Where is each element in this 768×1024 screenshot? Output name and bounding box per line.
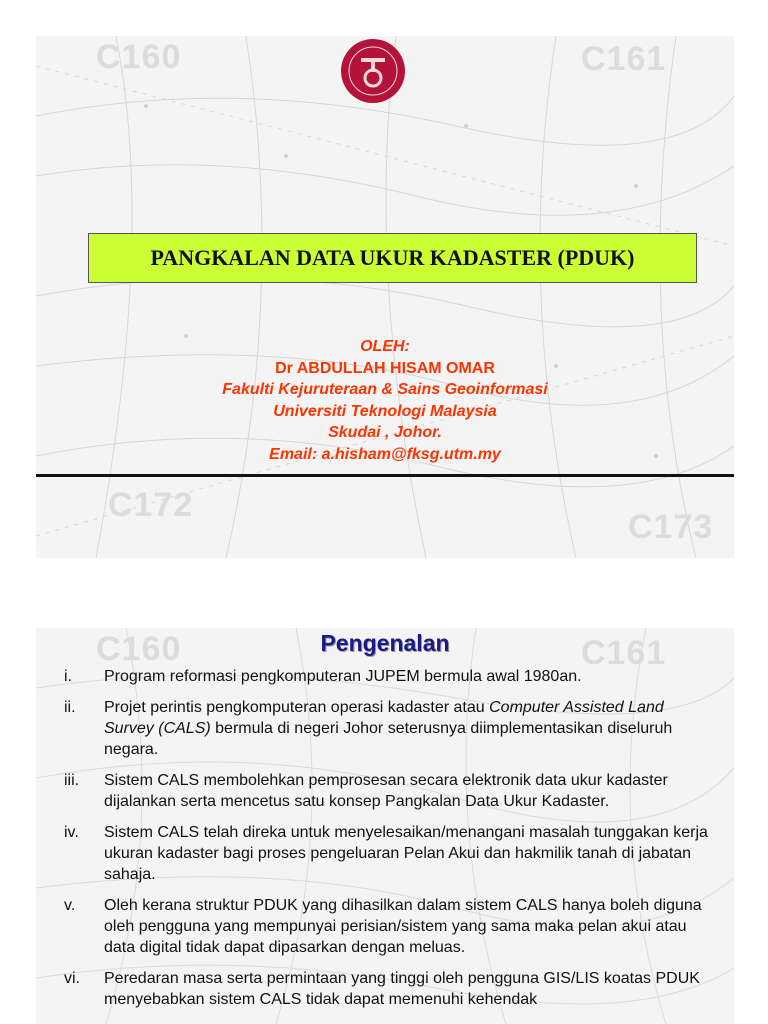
list-item	[36, 822, 734, 885]
slide-title: PANGKALAN DATA UKUR KADASTER (PDUK)	[150, 245, 635, 270]
cadastral-map-background	[36, 36, 734, 558]
list-item	[36, 697, 734, 760]
list-number: v.	[64, 897, 76, 914]
author-name: Dr ABDULLAH HISAM OMAR	[275, 359, 495, 377]
author-block	[36, 336, 734, 465]
list-item	[36, 968, 734, 1010]
list-number: ii.	[64, 699, 76, 716]
bullet-list	[36, 666, 734, 1020]
list-text: Oleh kerana struktur PDUK yang dihasilkan dalam sistem CALS hanya boleh diguna oleh pengguna yang mempunyai perisian/sistem yang sama maka pelan akui atau data digital tidak dapat dipasarkan dengan meluas.	[104, 897, 702, 956]
content-slide	[36, 628, 734, 1024]
grid-label: C160	[96, 38, 182, 76]
list-text: Program reformasi pengkomputeran JUPEM bermula awal 1980an.	[104, 668, 582, 685]
list-text: Peredaran masa serta permintaan yang tinggi oleh pengguna GIS/LIS koatas PDUK menyebabkan sistem CALS tidak dapat memenuhi kehendak	[104, 970, 700, 1008]
grid-label: C172	[108, 486, 194, 524]
list-text: Sistem CALS telah direka untuk menyelesaikan/menangani masalah tunggakan kerja ukuran kadaster bagi proses pengeluaran Pelan Akui dan hakmilik tanah di jabatan sahaja.	[104, 824, 708, 883]
list-number: vi.	[64, 970, 80, 987]
title-box	[88, 233, 697, 283]
list-number: iii.	[64, 772, 80, 789]
grid-label: C160	[96, 630, 182, 668]
author-city: Skudai , Johor.	[328, 424, 442, 441]
grid-label: C161	[581, 634, 667, 672]
author-faculty: Fakulti Kejuruteraan & Sains Geoinformasi	[222, 381, 548, 398]
author-university: Universiti Teknologi Malaysia	[273, 402, 497, 420]
section-title: Pengenalan	[320, 630, 450, 656]
grid-label: C173	[628, 508, 714, 546]
author-email: Email: a.hisham@fksg.utm.my	[269, 445, 501, 463]
list-number: iv.	[64, 824, 79, 841]
list-item	[36, 666, 734, 687]
university-seal-icon	[340, 38, 406, 104]
grid-label: C161	[581, 40, 667, 78]
list-number: i.	[64, 668, 72, 685]
title-slide	[36, 36, 734, 558]
list-text-italic: Computer Assisted Land Survey (CALS)	[104, 699, 664, 737]
list-item	[36, 895, 734, 958]
list-item	[36, 770, 734, 812]
author-prefix: OLEH:	[360, 338, 410, 355]
list-text: bermula di negeri Johor seterusnya diimplementasikan diseluruh negara.	[104, 720, 673, 758]
divider-line	[36, 474, 734, 477]
list-text: Projet perintis pengkomputeran operasi kadaster atau	[104, 699, 490, 716]
list-text: Sistem CALS membolehkan pemprosesan secara elektronik data ukur kadaster dijalankan serta mencetus satu konsep Pangkalan Data Ukur Kadaster.	[104, 772, 668, 810]
